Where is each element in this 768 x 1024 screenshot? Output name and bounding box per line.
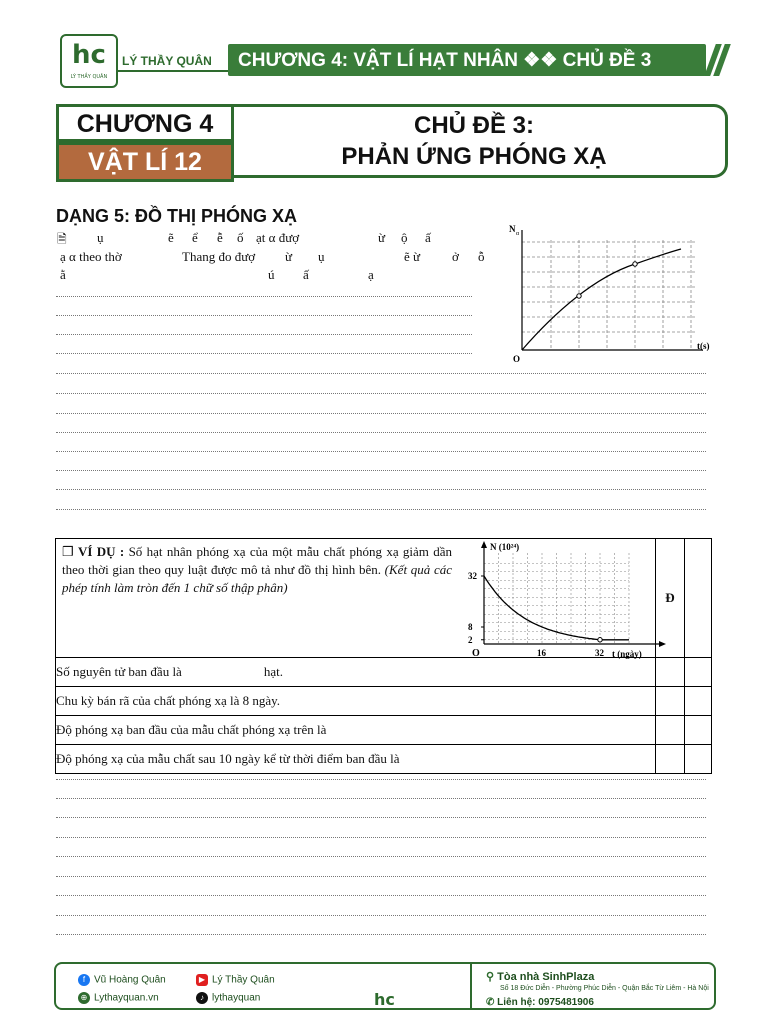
answer-line [56, 315, 472, 317]
answer-line [56, 489, 706, 491]
graph-grid [522, 240, 695, 350]
text-fragment: ú [268, 267, 275, 282]
answer-line [56, 798, 706, 800]
answer-false-cell[interactable] [685, 658, 712, 687]
graph-point [577, 294, 581, 298]
facebook-name: Vũ Hoàng Quân [94, 974, 166, 986]
text-fragment: ạ [368, 267, 374, 282]
footer-address: Số 18 Đức Diễn - Phường Phúc Diễn - Quận Bắc Từ Liêm - Hà Nội [500, 985, 709, 992]
answer-line [56, 817, 706, 819]
alpha-count-graph [505, 222, 715, 367]
answer-line [56, 451, 706, 453]
tiktok-name: lythayquan [212, 992, 261, 1004]
example-icon: ❒ [62, 544, 74, 559]
logo-mark: hc [72, 40, 106, 70]
statement-row [56, 745, 712, 774]
y-axis-subscript: α [516, 231, 520, 237]
text-fragment: ể [192, 230, 198, 245]
answer-line [56, 470, 706, 472]
marked-point [598, 638, 602, 642]
footer-divider [470, 964, 472, 1008]
topic-title: PHẢN ỨNG PHÓNG XẠ [341, 143, 607, 170]
answer-line [56, 296, 472, 298]
text-fragment: ừ [285, 249, 293, 264]
text-fragment: ạ α theo thờ [60, 249, 122, 264]
topic-number: CHỦ ĐỀ 3: [413, 112, 534, 139]
logo [60, 34, 118, 88]
answer-true-cell[interactable] [656, 716, 685, 745]
answer-false-cell[interactable] [685, 687, 712, 716]
x-axis-arrow [659, 641, 666, 647]
origin-label: O [513, 354, 521, 364]
graph-point [633, 262, 637, 266]
subject-box [56, 142, 234, 182]
x-tick-label: 16 [537, 648, 546, 658]
text-fragment: ừ [378, 230, 386, 245]
answer-line [56, 509, 706, 511]
text-fragment: ỗ [478, 249, 485, 264]
text-fragment: ấ [303, 267, 309, 282]
text-fragment: ấ [425, 230, 431, 245]
example-statement: Số hạt nhân phóng xạ của một mẫu chất phóng xạ giảm dần theo thời gian theo quy luật được mô tả như đồ thị hình bên. [62, 544, 453, 577]
answer-true-cell[interactable] [656, 745, 685, 774]
text-fragment: ẽ [168, 230, 174, 245]
text-fragment: ằ [60, 267, 66, 282]
footer-youtube[interactable] [196, 974, 275, 986]
answer-line [56, 876, 706, 878]
text-fragment: ạt α đượ [256, 230, 300, 245]
y-tick-label: 8 [468, 622, 473, 632]
section-title: DẠNG 5: ĐỒ THỊ PHÓNG XẠ [56, 206, 298, 226]
answer-line [56, 934, 706, 936]
x-axis-label: t(s) [697, 341, 710, 351]
website-url: Lythayquan.vn [94, 992, 159, 1004]
text-fragment: ở [452, 249, 459, 264]
answer-line [56, 915, 706, 917]
footer-building: ⚲ Tòa nhà SinhPlaza [486, 971, 595, 983]
footer-website[interactable] [78, 992, 159, 1004]
globe-icon: ⊕ [78, 992, 90, 1004]
statement-row [56, 658, 712, 687]
example-table [55, 538, 712, 774]
brand-name: LÝ THẦY QUÂN [122, 54, 212, 68]
statement-suffix: hạt. [263, 664, 283, 679]
tiktok-icon: ♪ [196, 992, 208, 1004]
answer-line [56, 895, 706, 897]
answer-false-cell[interactable] [685, 716, 712, 745]
footer-contact: ✆ Liên hệ: 0975481906 [486, 997, 594, 1008]
footer-tiktok[interactable] [196, 992, 260, 1004]
statement-cell [56, 745, 656, 774]
answer-line [56, 856, 706, 858]
answer-line [56, 779, 706, 781]
example-content-cell [56, 539, 656, 658]
phone-icon: ✆ [486, 997, 495, 1008]
footer-logo: hc [374, 990, 395, 1009]
x-axis-label: t (ngày) [612, 649, 642, 659]
note-icon: 🗎 [57, 232, 67, 246]
text-fragment: ộ [401, 230, 408, 245]
y-tick-label: 2 [468, 634, 473, 645]
chapter-label: CHƯƠNG 4 [76, 110, 214, 138]
statement-text: Số nguyên tử ban đầu là [56, 664, 182, 679]
origin-label: O [472, 648, 480, 659]
text-fragment: Thang đo đượ [182, 249, 256, 264]
logo-caption: LÝ THẦY QUÂN [70, 74, 108, 80]
statement-text: Chu kỳ bán rã của chất phóng xạ là 8 ngày. [56, 693, 281, 708]
footer-facebook[interactable] [78, 974, 166, 986]
statement-cell [56, 687, 656, 716]
true-column-header: Đ [656, 539, 685, 658]
subject-label: VẬT LÍ 12 [88, 148, 202, 176]
header-divider [118, 70, 228, 72]
text-fragment: ễ [217, 230, 223, 245]
answer-true-cell[interactable] [656, 658, 685, 687]
y-axis-arrow [481, 541, 487, 548]
text-fragment: ụ [97, 230, 104, 245]
answer-line [56, 432, 706, 434]
answer-line [56, 373, 706, 375]
text-fragment: ố [237, 230, 244, 245]
graph-curve [522, 249, 681, 350]
answer-false-cell[interactable] [685, 745, 712, 774]
example-note: (Kết quả các phép tính làm tròn đến 1 chữ số thập phân) [62, 562, 452, 595]
answer-line [56, 837, 706, 839]
text-fragment: ẽ ừ [404, 249, 421, 264]
statement-row [56, 687, 712, 716]
statement-text: Độ phóng xạ của mẫu chất sau 10 ngày kể từ thời điểm ban đầu là [56, 751, 400, 766]
text-fragment: ụ [318, 249, 325, 264]
answer-line [56, 393, 706, 395]
location-pin-icon: ⚲ [486, 971, 495, 983]
example-label: VÍ DỤ [78, 544, 116, 559]
statement-row [56, 716, 712, 745]
example-header-row [56, 539, 712, 658]
statement-cell [56, 716, 656, 745]
answer-true-cell[interactable] [656, 687, 685, 716]
youtube-name: Lý Thầy Quân [212, 974, 275, 986]
chapter-box [56, 104, 234, 142]
header-title: CHƯƠNG 4: VẬT LÍ HẠT NHÂN ❖❖ CHỦ ĐỀ 3 [238, 50, 652, 71]
false-column-header [685, 539, 712, 658]
y-axis-label: N (10²⁴) [490, 542, 520, 552]
answer-line [56, 413, 706, 415]
facebook-icon: f [78, 974, 90, 986]
statement-cell [56, 658, 656, 687]
example-text: ❒ VÍ DỤ : Số hạt nhân phóng xạ của một mẫu chất phóng xạ giảm dần theo thời gian theo quy luật được mô tả như đồ thị hình bên. (Kết quả các phép tính làm tròn đến 1 chữ số thập phân) [62, 544, 453, 595]
answer-line [56, 353, 472, 355]
y-tick-label: 32 [468, 571, 477, 581]
decay-chart [464, 539, 686, 659]
youtube-icon: ▶ [196, 974, 208, 986]
statement-text: Độ phóng xạ ban đầu của mẫu chất phóng xạ trên là [56, 722, 327, 737]
y-axis-label: N [509, 224, 516, 234]
answer-line [56, 334, 472, 336]
x-tick-label: 32 [595, 648, 604, 658]
